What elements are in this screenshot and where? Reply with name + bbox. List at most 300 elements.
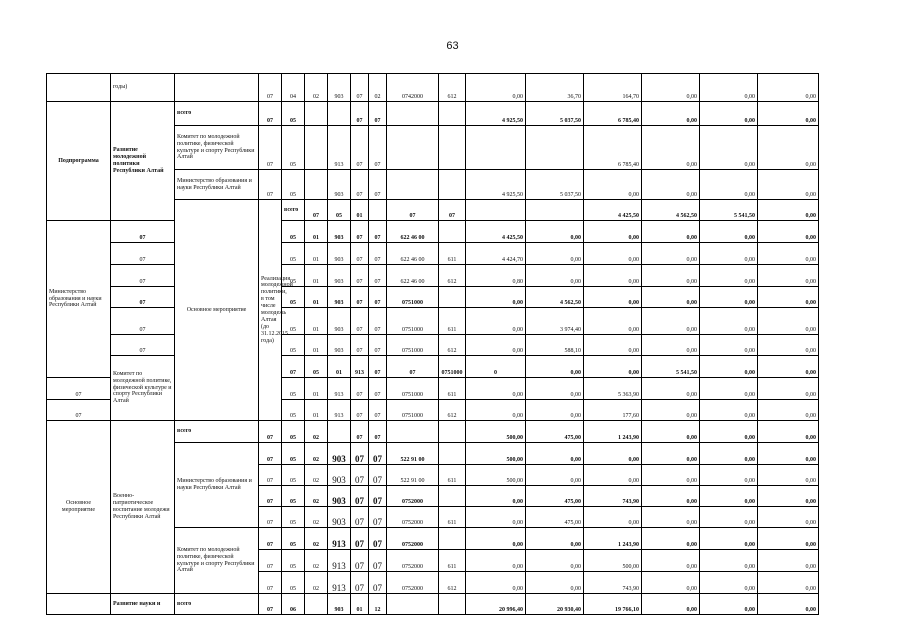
cell-executor: всего	[175, 594, 259, 615]
cell-y3: 0,00	[584, 443, 642, 465]
cell-kb: 05	[282, 378, 305, 400]
cell-r: 07	[351, 308, 369, 335]
cell-y4: 0,00	[642, 74, 700, 102]
cell-y2: 588,10	[526, 335, 584, 356]
cell-y4: 0,00	[642, 170, 700, 200]
cell-item-type: Основное мероприятие	[175, 200, 259, 421]
cell-p: 07	[369, 507, 387, 528]
cell-kb: 05	[282, 221, 305, 243]
cell-ka: 07	[259, 550, 282, 572]
cell-executor: всего	[282, 200, 305, 221]
table-row	[47, 594, 819, 615]
cell-r: 07	[351, 265, 369, 287]
cell-c: 0751000	[387, 400, 439, 421]
cell-kb: 05	[282, 421, 305, 443]
cell-y2: 475,00	[526, 421, 584, 443]
cell-g: 903	[328, 243, 351, 265]
cell-v	[439, 221, 466, 243]
cell-y3: 6 785,40	[584, 102, 642, 126]
cell-g: 903	[328, 221, 351, 243]
table-row	[47, 421, 819, 443]
cell-kb: 05	[328, 200, 351, 221]
cell-kc: 01	[305, 243, 328, 265]
cell-y6: 0,00	[758, 421, 819, 443]
cell-ka: 07	[259, 465, 282, 486]
cell-y6: 0,00	[758, 102, 819, 126]
cell-v: 611	[439, 243, 466, 265]
cell-ka: 07	[259, 572, 282, 594]
cell-c: 0752000	[387, 572, 439, 594]
cell-v	[439, 486, 466, 507]
cell-ka: 07	[259, 443, 282, 465]
cell-kb: 05	[282, 102, 305, 126]
cell-ka: 07	[111, 335, 175, 356]
cell-y1: 4 425,50	[466, 221, 526, 243]
cell-r: 07	[369, 356, 387, 378]
cell-executor: Комитет по молодежной политике, физической культуре и спорту Республики Алтай	[175, 126, 259, 170]
cell-kc: 01	[305, 335, 328, 356]
cell-kb: 05	[282, 507, 305, 528]
table-row	[47, 335, 819, 356]
cell-executor: Министерство образования и науки Республики Алтай	[175, 443, 259, 528]
cell-y1: 20 996,40	[466, 594, 526, 615]
table-row	[47, 287, 819, 308]
cell-r: 07	[351, 443, 369, 465]
cell-ka: 07	[282, 356, 305, 378]
cell-v	[439, 170, 466, 200]
cell-v: 611	[439, 308, 466, 335]
cell-r: 07	[351, 507, 369, 528]
cell-c: 0752000	[387, 486, 439, 507]
cell-y3: 1 243,90	[584, 421, 642, 443]
cell-kb: 05	[282, 335, 305, 356]
cell-p: 07	[369, 378, 387, 400]
cell-r: 07	[351, 335, 369, 356]
cell-v: 612	[439, 265, 466, 287]
cell-y3: 743,90	[584, 486, 642, 507]
cell-g: 903	[328, 465, 351, 486]
cell-r: 07	[351, 243, 369, 265]
cell-executor: Министерство образования и науки Республики Алтай	[47, 221, 111, 378]
cell-c: 522 91 00	[387, 443, 439, 465]
cell-item-name: Развитие науки и	[111, 594, 175, 615]
cell-g: 903	[328, 287, 351, 308]
cell-p: 07	[369, 335, 387, 356]
cell-y5: 0,00	[700, 507, 758, 528]
cell-kc: 01	[305, 287, 328, 308]
cell-kb: 05	[282, 443, 305, 465]
cell-y4: 0,00	[758, 200, 819, 221]
cell-y6: 0,00	[758, 528, 819, 550]
cell-r: 07	[351, 126, 369, 170]
cell-ka: 07	[111, 308, 175, 335]
cell-c: 0751000	[387, 287, 439, 308]
cell-ka: 07	[111, 265, 175, 287]
cell-c	[387, 170, 439, 200]
cell-y5: 0,00	[700, 421, 758, 443]
cell-y1: 0,00	[466, 335, 526, 356]
cell-y2: 475,00	[526, 486, 584, 507]
cell-y6: 0,00	[758, 486, 819, 507]
cell-kc: 01	[351, 200, 369, 221]
cell-y5: 0,00	[700, 486, 758, 507]
cell-c: 622 46 00	[387, 243, 439, 265]
cell-ka: 07	[259, 507, 282, 528]
cell-ka: 07	[259, 102, 282, 126]
cell-kc: 01	[305, 378, 328, 400]
cell-kc: 02	[305, 465, 328, 486]
cell-y2: 0,00	[526, 265, 584, 287]
cell-y5: 0,00	[700, 126, 758, 170]
cell-kb: 05	[282, 265, 305, 287]
cell-p: 07	[369, 126, 387, 170]
cell-y3: 6 785,40	[584, 126, 642, 170]
cell-y4: 0,00	[642, 572, 700, 594]
cell-y1: 0,00	[466, 507, 526, 528]
cell-g: 903	[328, 507, 351, 528]
cell-v	[439, 528, 466, 550]
cell-y3: 0,00	[584, 335, 642, 356]
cell-v: 612	[439, 74, 466, 102]
cell-c: 0751000	[387, 378, 439, 400]
cell-y1: 0,80	[466, 265, 526, 287]
cell-r: 07	[351, 221, 369, 243]
cell-p: 07	[369, 287, 387, 308]
cell-y3: 5 363,90	[584, 378, 642, 400]
cell-kb: 05	[282, 572, 305, 594]
cell-y3: 0,00	[584, 507, 642, 528]
cell-g: 913	[328, 572, 351, 594]
cell-c	[387, 102, 439, 126]
cell-kc: 02	[305, 572, 328, 594]
cell-y5: 0,00	[700, 243, 758, 265]
cell-g: 913	[328, 550, 351, 572]
cell-y2: 5 037,50	[526, 170, 584, 200]
cell-executor	[175, 74, 259, 102]
cell-kc: 02	[305, 74, 328, 102]
cell-p: 07	[387, 356, 439, 378]
cell-y5: 0,00	[700, 572, 758, 594]
cell-y1: 4 424,70	[466, 243, 526, 265]
cell-g: 903	[328, 335, 351, 356]
cell-y5: 0,00	[700, 265, 758, 287]
cell-ka: 07	[47, 400, 111, 421]
cell-y4: 0,00	[642, 400, 700, 421]
cell-g	[369, 200, 387, 221]
cell-v	[439, 421, 466, 443]
table-row	[47, 74, 819, 102]
cell-p: 07	[369, 170, 387, 200]
cell-y4: 0,00	[642, 126, 700, 170]
cell-y1: 0,00	[526, 356, 584, 378]
cell-y6: 0,00	[758, 126, 819, 170]
cell-g: 913	[328, 400, 351, 421]
cell-y5: 0,00	[700, 308, 758, 335]
cell-y1: 0,00	[466, 74, 526, 102]
cell-p: 07	[369, 443, 387, 465]
cell-g: 903	[328, 486, 351, 507]
cell-kc	[305, 126, 328, 170]
cell-item-name: Реализация молодежной политики, в том числе молодежь Алтая (до 31.12.2015 года)	[259, 200, 282, 421]
cell-y4: 0,00	[642, 221, 700, 243]
cell-v	[526, 200, 584, 221]
cell-kb: 05	[282, 465, 305, 486]
cell-y4: 0,00	[642, 243, 700, 265]
cell-y6: 0,00	[758, 594, 819, 615]
cell-p: 07	[369, 265, 387, 287]
cell-y1: 500,00	[466, 443, 526, 465]
cell-y3: 0,00	[584, 308, 642, 335]
cell-y6: 0,00	[758, 221, 819, 243]
cell-y2: 0,00	[526, 465, 584, 486]
cell-y4: 0,00	[642, 335, 700, 356]
cell-p: 07	[369, 308, 387, 335]
cell-v: 612	[439, 400, 466, 421]
cell-y4: 0,00	[642, 421, 700, 443]
cell-kc: 02	[305, 421, 328, 443]
cell-kc: 02	[305, 507, 328, 528]
cell-kc: 01	[305, 221, 328, 243]
cell-c: 0742000	[387, 74, 439, 102]
cell-p: 07	[369, 221, 387, 243]
cell-y3: 5 541,50	[700, 200, 758, 221]
cell-kc: 02	[305, 528, 328, 550]
cell-y1: 0,00	[466, 308, 526, 335]
budget-table	[46, 73, 819, 615]
cell-y5: 0,00	[700, 221, 758, 243]
cell-y4: 0,00	[642, 486, 700, 507]
cell-c	[387, 421, 439, 443]
cell-y6: 0,00	[758, 243, 819, 265]
cell-p: 07	[369, 550, 387, 572]
cell-y1: 0,00	[466, 400, 526, 421]
cell-y3: 743,90	[584, 572, 642, 594]
cell-item-type	[47, 594, 111, 615]
cell-v: 0	[466, 356, 526, 378]
cell-ka: 07	[259, 421, 282, 443]
cell-y2: 4 562,50	[642, 200, 700, 221]
cell-y4: 0,00	[642, 308, 700, 335]
cell-v: 612	[439, 335, 466, 356]
cell-r: 01	[351, 594, 369, 615]
cell-item-type: Подпрограмма	[47, 102, 111, 221]
cell-y6: 0,00	[758, 74, 819, 102]
cell-y3: 1 243,90	[584, 528, 642, 550]
cell-kb: 05	[282, 486, 305, 507]
cell-y5: 0,00	[700, 400, 758, 421]
cell-y2: 0,00	[526, 243, 584, 265]
cell-p: 07	[369, 400, 387, 421]
cell-y6: 0,00	[758, 265, 819, 287]
cell-y6: 0,00	[758, 308, 819, 335]
cell-y5: 0,00	[700, 287, 758, 308]
cell-ka: 07	[259, 486, 282, 507]
cell-y3: 0,00	[584, 170, 642, 200]
cell-y2: 0,00	[526, 400, 584, 421]
cell-ka: 07	[111, 221, 175, 243]
cell-kc: 01	[328, 356, 351, 378]
cell-kb: 05	[282, 126, 305, 170]
cell-g: 913	[351, 356, 369, 378]
cell-p: 02	[369, 74, 387, 102]
cell-c: 0752000	[387, 550, 439, 572]
cell-y6: 0,00	[758, 287, 819, 308]
cell-c: 622 46 00	[387, 221, 439, 243]
cell-r: 07	[351, 287, 369, 308]
cell-kb: 05	[282, 400, 305, 421]
cell-p: 07	[369, 243, 387, 265]
cell-y2: 36,70	[526, 74, 584, 102]
cell-c: 0752000	[387, 528, 439, 550]
cell-p: 07	[439, 200, 466, 221]
cell-p: 07	[369, 486, 387, 507]
cell-y6: 0,00	[758, 572, 819, 594]
cell-v	[439, 443, 466, 465]
cell-ka: 07	[111, 287, 175, 308]
cell-p: 07	[369, 528, 387, 550]
cell-y3: 5 541,50	[642, 356, 700, 378]
cell-y1	[466, 126, 526, 170]
cell-y2: 0,00	[526, 528, 584, 550]
cell-kb: 05	[282, 243, 305, 265]
cell-r: 07	[351, 465, 369, 486]
cell-ka: 07	[259, 528, 282, 550]
cell-y2: 0,00	[526, 550, 584, 572]
cell-y1: 500,00	[466, 465, 526, 486]
cell-r: 07	[351, 550, 369, 572]
cell-y5: 0,00	[700, 443, 758, 465]
cell-y4: 0,00	[642, 594, 700, 615]
cell-y2: 20 930,40	[526, 594, 584, 615]
cell-c: 622 46 00	[387, 265, 439, 287]
cell-kb: 05	[282, 528, 305, 550]
cell-kc: 02	[305, 550, 328, 572]
cell-y4: 0,00	[642, 465, 700, 486]
cell-kb: 05	[282, 550, 305, 572]
cell-c	[387, 594, 439, 615]
cell-g: 903	[328, 74, 351, 102]
cell-kc: 01	[305, 400, 328, 421]
page-number: 63	[446, 40, 459, 52]
cell-v: 611	[439, 550, 466, 572]
cell-c	[466, 200, 526, 221]
cell-v	[439, 287, 466, 308]
cell-item-name: Развитие молодежной политики Республики Алтай	[111, 102, 175, 221]
cell-c: 0752000	[387, 507, 439, 528]
cell-kc: 01	[305, 265, 328, 287]
cell-executor: Комитет по молодежной политике, физической культуре и спорту Республики Алтай	[111, 356, 175, 421]
cell-y2: 0,00	[526, 443, 584, 465]
cell-g: 903	[328, 308, 351, 335]
cell-g: 903	[328, 594, 351, 615]
cell-y3: 177,60	[584, 400, 642, 421]
cell-y4: 0,00	[642, 507, 700, 528]
cell-r: 07	[351, 170, 369, 200]
cell-y2: 3 974,40	[526, 308, 584, 335]
cell-ka: 07	[111, 243, 175, 265]
cell-ka: 07	[259, 170, 282, 200]
cell-c: 0751000	[387, 308, 439, 335]
cell-y2: 0,00	[526, 378, 584, 400]
cell-y1: 500,00	[466, 421, 526, 443]
table-row	[47, 356, 819, 378]
cell-y2: 0,00	[526, 221, 584, 243]
cell-r: 07	[351, 421, 369, 443]
cell-y5: 0,00	[700, 102, 758, 126]
cell-item-name: Военно-патриотическое воспитание молодежи Республики Алтай	[111, 421, 175, 594]
cell-executor: всего	[175, 102, 259, 126]
cell-kb: 04	[282, 74, 305, 102]
cell-kb: 06	[282, 594, 305, 615]
cell-g: 913	[328, 528, 351, 550]
cell-kc: 02	[305, 486, 328, 507]
cell-kb: 05	[282, 308, 305, 335]
cell-v: 612	[439, 572, 466, 594]
cell-y5: 0,00	[700, 528, 758, 550]
cell-y1: 4 425,50	[584, 200, 642, 221]
cell-p: 07	[369, 465, 387, 486]
cell-y1: 0,00	[466, 486, 526, 507]
cell-y4: 0,00	[642, 528, 700, 550]
cell-g	[328, 421, 351, 443]
cell-y6: 0,00	[758, 170, 819, 200]
cell-y6: 0,00	[758, 400, 819, 421]
table-row	[47, 308, 819, 335]
cell-g: 903	[328, 443, 351, 465]
cell-y1: 0,00	[466, 572, 526, 594]
cell-y4: 0,00	[642, 378, 700, 400]
cell-y6: 0,00	[758, 378, 819, 400]
cell-ka: 07	[305, 200, 328, 221]
cell-y5: 0,00	[700, 550, 758, 572]
cell-y4: 0,00	[642, 102, 700, 126]
cell-ka: 07	[259, 126, 282, 170]
cell-r: 07	[351, 102, 369, 126]
cell-p: 12	[369, 594, 387, 615]
cell-y5: 0,00	[758, 356, 819, 378]
cell-y5: 0,00	[700, 74, 758, 102]
cell-r: 07	[351, 378, 369, 400]
cell-kc: 02	[305, 443, 328, 465]
cell-v: 611	[439, 378, 466, 400]
cell-g: 913	[328, 378, 351, 400]
cell-v	[439, 594, 466, 615]
cell-y1: 4 925,50	[466, 102, 526, 126]
cell-y5: 0,00	[700, 594, 758, 615]
table-row	[47, 102, 819, 126]
cell-v: 611	[439, 465, 466, 486]
cell-item-type	[47, 74, 111, 102]
cell-y6: 0,00	[758, 443, 819, 465]
cell-y2: 0,00	[584, 356, 642, 378]
cell-g: 913	[328, 126, 351, 170]
cell-ka: 07	[259, 594, 282, 615]
cell-y3: 0,00	[584, 243, 642, 265]
cell-y3: 164,70	[584, 74, 642, 102]
cell-y2: 0,00	[526, 572, 584, 594]
cell-y4: 0,00	[642, 287, 700, 308]
cell-r: 07	[351, 400, 369, 421]
cell-c: 0751000	[439, 356, 466, 378]
cell-y4: 0,00	[642, 265, 700, 287]
cell-y1: 4 925,50	[466, 170, 526, 200]
cell-kb: 05	[282, 170, 305, 200]
cell-r: 07	[351, 528, 369, 550]
cell-g: 903	[328, 265, 351, 287]
cell-ka: 07	[259, 74, 282, 102]
cell-y3: 0,00	[584, 221, 642, 243]
cell-y1: 0,00	[466, 528, 526, 550]
